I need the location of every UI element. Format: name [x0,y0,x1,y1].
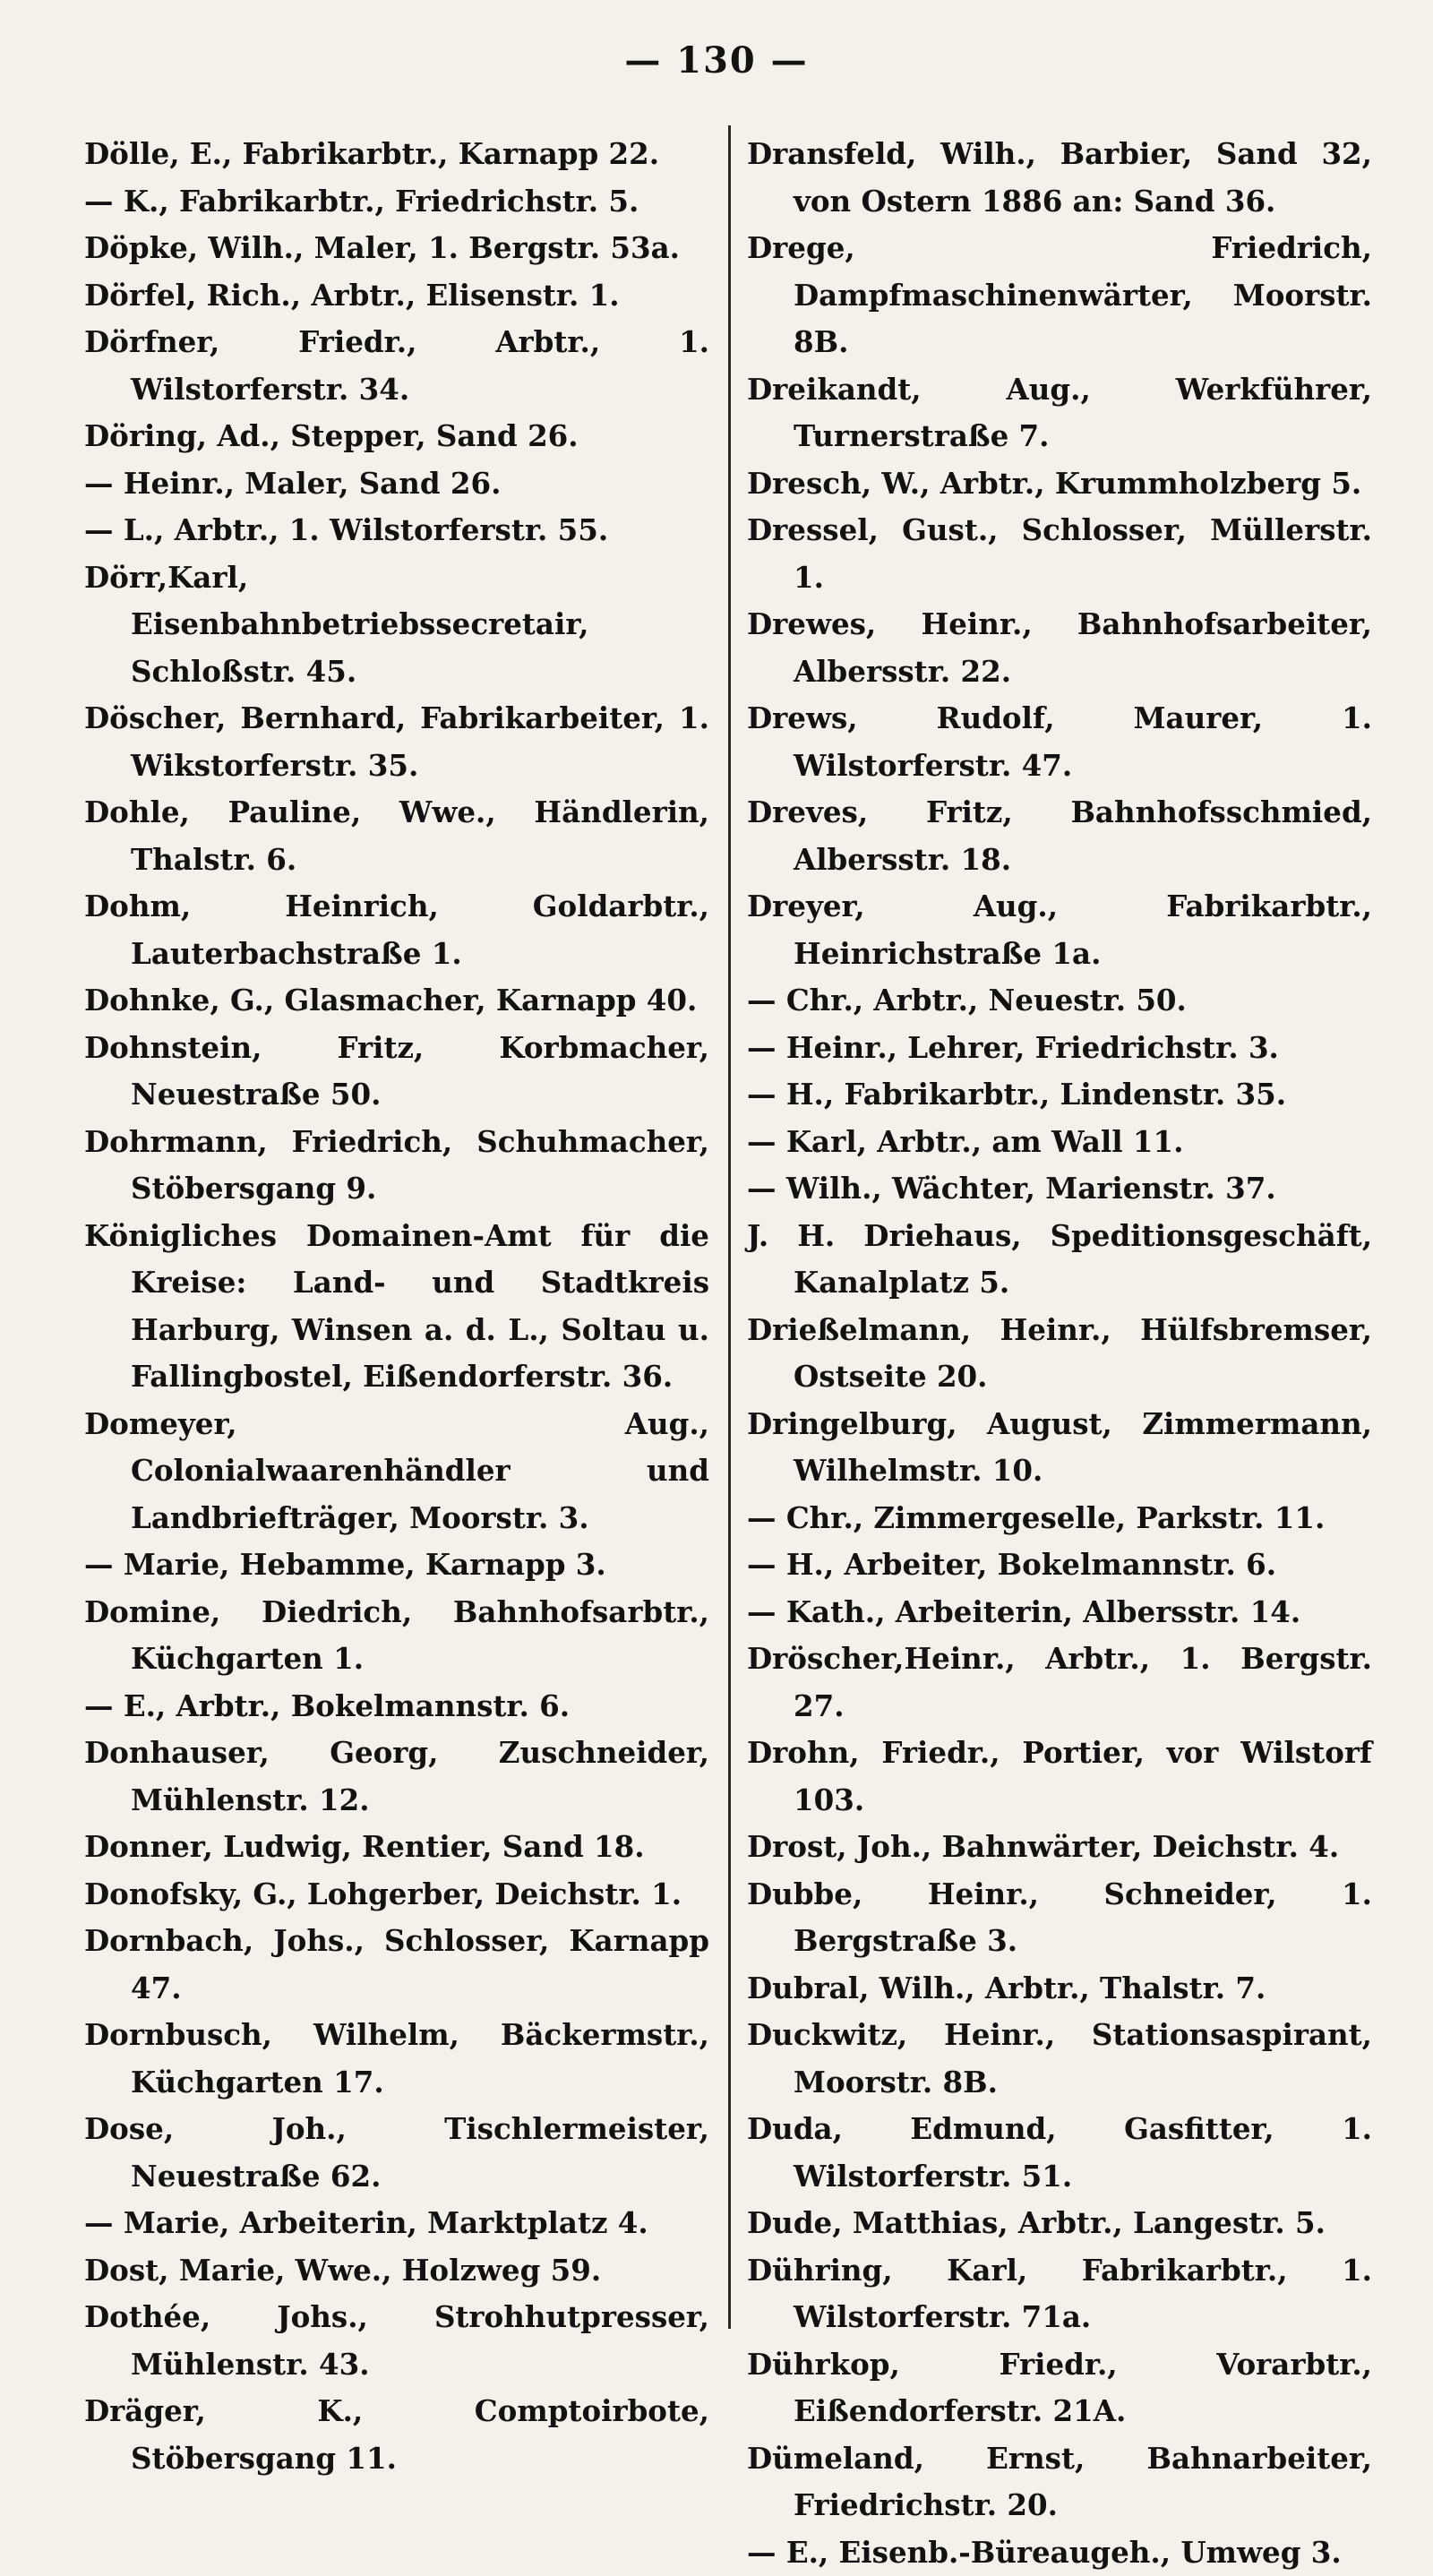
entry-name: Dröscher, [747,1641,904,1676]
entry-name: Dörfner, [84,324,219,359]
entry-details: E., Fabrikarbtr., Karnapp 22. [180,136,660,171]
directory-entry [747,2200,1372,2247]
directory-entry [747,1965,1372,2013]
directory-entry [84,2247,709,2295]
entry-details: Wilh., Barbier, Sand 32, von Ostern 1886 an: Sand 36. [794,136,1372,219]
directory-entry [84,460,709,508]
directory-entry [747,883,1372,977]
directory-entry [84,1730,709,1824]
entry-details: Matthias, Arbtr., Langestr. 5. [843,2205,1326,2240]
entry-details: Johs., Schlosser, Karnapp 47. [131,1923,709,2005]
entry-details: Georg, Zuschneider, Mühlenstr. 12. [131,1735,709,1817]
directory-entry [747,1730,1372,1824]
entry-name: Dresch, [747,466,871,501]
entry-details: Rudolf, Maurer, 1. Wilstorferstr. 47. [794,700,1372,783]
entry-details: — Marie, Hebamme, Karnapp 3. [84,1547,606,1582]
directory-entry [747,1213,1372,1307]
entry-details: Aug., Fabrikarbtr., Heinrichstraße 1a. [794,889,1372,971]
directory-entry [747,2012,1372,2106]
entry-details: Friedr., Portier, vor Wilstorf 103. [794,1735,1372,1817]
entry-details: Heinr., Schneider, 1. Bergstraße 3. [794,1876,1372,1959]
entry-name: Dubbe, [747,1876,862,1911]
directory-entry [84,789,709,883]
directory-entry [84,1541,709,1589]
entry-details: — Chr., Zimmergeselle, Parkstr. 11. [747,1500,1325,1535]
directory-entry [747,1119,1372,1166]
entry-details: Gust., Schlosser, Müllerstr. 1. [794,512,1372,595]
entry-details: — L., Arbtr., 1. Wilstorferstr. 55. [84,512,608,547]
directory-entry [747,1495,1372,1542]
directory-entry [747,1871,1372,1965]
entry-name: Döscher, [84,700,226,735]
directory-entry [84,695,709,789]
directory-entry [747,1824,1372,1871]
entry-name: Duda, [747,2111,843,2146]
entry-details: — E., Arbtr., Bokelmannstr. 6. [84,1688,570,1723]
entry-details: Heinr., Bahnhofsarbeiter, Albersstr. 22. [794,606,1372,689]
directory-entry [84,1871,709,1919]
entry-details: Aug., Colonialwaarenhändler und Landbriefträger, Moorstr. 3. [131,1406,709,1535]
entry-details: Heinr., Hülfsbremser, Ostseite 20. [794,1312,1372,1395]
directory-entry [747,1025,1372,1072]
directory-entry [747,2529,1372,2576]
entry-details: Heinr., Stationsaspirant, Moorstr. 8B. [794,2017,1372,2099]
directory-entry [84,1119,709,1213]
entry-details: Karl, Fabrikarbtr., 1. Wilstorferstr. 71a. [794,2253,1372,2335]
entry-details: — Heinr., Lehrer, Friedrichstr. 3. [747,1030,1279,1065]
directory-entry [84,319,709,413]
entry-name: Dressel, [747,512,879,547]
directory-entry [747,2435,1372,2529]
entry-name: Drießelmann, [747,1312,971,1347]
directory-entry [84,2200,709,2247]
directory-entry [84,1918,709,2012]
entry-details: Friedr., Vorarbtr., Eißendorferstr. 21A. [794,2347,1372,2429]
entry-details: Speditionsgeschäft, Kanalplatz 5. [794,1218,1372,1301]
directory-entry [84,2012,709,2106]
directory-entry [84,1401,709,1542]
entry-details: Pauline, Wwe., Händlerin, Thalstr. 6. [131,794,709,877]
entry-name: Dohle, [84,794,190,829]
entry-name: Dose, [84,2111,174,2146]
entry-name: Dost, [84,2253,169,2288]
entry-name: Dohnke, [84,983,220,1018]
entry-details: Wilhelm, Bäckermstr., Küchgarten 17. [131,2017,709,2099]
entry-details: — Chr., Arbtr., Neuestr. 50. [747,983,1187,1018]
directory-entry [747,2341,1372,2435]
entry-details: Ernst, Bahnarbeiter, Friedrichstr. 20. [794,2441,1372,2523]
entry-details: Johs., Strohhutpresser, Mühlenstr. 43. [131,2299,709,2382]
directory-entry [84,272,709,320]
entry-details: Wilh., Maler, 1. Bergstr. 53a. [198,230,680,265]
entry-name: Dothée, [84,2299,210,2334]
entry-name: Dölle, [84,136,180,171]
entry-details: Friedrich, Dampfmaschinenwärter, Moorstr. 8B. [794,230,1372,359]
directory-entry [747,131,1372,225]
entry-name: Dornbusch, [84,2017,272,2052]
entry-details: Diedrich, Bahnhofsarbtr., Küchgarten 1. [131,1594,709,1677]
entry-name: Donofsky, [84,1876,243,1911]
entry-name: Dornbach, [84,1923,253,1958]
entry-details: Edmund, Gasfitter, 1. Wilstorferstr. 51. [794,2111,1372,2194]
entry-details: Marie, Wwe., Holzweg 59. [169,2253,602,2288]
directory-entry [84,1025,709,1119]
entry-name: Königliches Domainen-Amt [84,1218,552,1253]
entry-details: G., Glasmacher, Karnapp 40. [220,983,698,1018]
directory-entry [747,225,1372,366]
right-column [747,131,1372,2576]
entry-name: Drohn, [747,1735,860,1770]
column-divider [728,125,731,2329]
entry-name: Dohnstein, [84,1030,262,1065]
entry-details: Ad., Stepper, Sand 26. [207,418,579,453]
entry-name: Dörr, [84,560,167,595]
directory-entry [84,554,709,696]
entry-details: für die Kreise: Land- und Stadtkreis Harburg, Winsen a. d. L., Soltau u. Fallingbostel, Eißendorferstr. 36. [131,1218,709,1395]
directory-entry [84,178,709,226]
entry-details: — H., Arbeiter, Bokelmannstr. 6. [747,1547,1276,1582]
entry-details: — E., Eisenb.-Büreaugeh., Umweg 3. [747,2535,1342,2570]
entry-details: K., Comptoirbote, Stöbersgang 11. [131,2393,709,2476]
entry-details: W., Arbtr., Krummholzberg 5. [871,466,1361,501]
entry-name: Dreikandt, [747,372,922,407]
directory-entry [84,2106,709,2200]
entry-details: Friedrich, Schuhmacher, Stöbersgang 9. [131,1124,709,1206]
entry-details: — Heinr., Maler, Sand 26. [84,466,501,501]
entry-name: Dreves, [747,794,868,829]
entry-name: Döring, [84,418,207,453]
entry-details: — Kath., Arbeiterin, Albersstr. 14. [747,1594,1300,1629]
directory-entry [84,1824,709,1871]
entry-details: — K., Fabrikarbtr., Friedrichstr. 5. [84,184,639,219]
entry-details: — Karl, Arbtr., am Wall 11. [747,1124,1183,1159]
entry-name: Drege, [747,230,855,265]
entry-name: Dransfeld, [747,136,916,171]
entry-details: Heinrich, Goldarbtr., Lauterbachstraße 1. [131,889,709,971]
entry-details: — Marie, Arbeiterin, Marktplatz 4. [84,2205,648,2240]
entry-name: Domeyer, [84,1406,237,1441]
entry-name: Domine, [84,1594,220,1629]
directory-entry [747,1541,1372,1589]
directory-entry [84,1589,709,1683]
entry-details: August, Zimmermann, Wilhelmstr. 10. [794,1406,1372,1489]
entry-name: Dühring, [747,2253,893,2288]
entry-details: Aug., Werkführer, Turnerstraße 7. [794,372,1372,454]
directory-entry [747,460,1372,508]
directory-entry [84,1213,709,1401]
entry-name: Drewes, [747,606,876,641]
directory-entry [747,2247,1372,2341]
directory-entry [747,695,1372,789]
entry-details: Fritz, Bahnhofsschmied, Albersstr. 18. [794,794,1372,877]
directory-entry [747,789,1372,883]
entry-details: Friedr., Arbtr., 1. Wilstorferstr. 34. [131,324,709,407]
directory-entry [747,1401,1372,1495]
entry-name: Dringelburg, [747,1406,957,1441]
left-column [84,131,709,2482]
entry-name: Donhauser, [84,1735,270,1770]
entry-name: Drews, [747,700,858,735]
entry-name: Drost, [747,1829,847,1864]
entry-name: J. H. Driehaus, [747,1218,1022,1253]
directory-entry [747,601,1372,695]
entry-details: Karl, Eisenbahnbetriebssecretair, Schloßstr. 45. [131,560,588,689]
entry-name: Dohrmann, [84,1124,268,1159]
entry-name: Döpke, [84,230,198,265]
entry-name: Dohm, [84,889,191,923]
directory-entry [747,507,1372,601]
entry-name: Dubral, [747,1971,869,2005]
page-number: — 130 — [0,39,1433,82]
directory-entry [84,131,709,178]
entry-details: Rich., Arbtr., Elisenstr. 1. [196,278,619,313]
directory-entry [747,2106,1372,2200]
entry-details: Heinr., Arbtr., 1. Bergstr. 27. [794,1641,1372,1723]
directory-entry [747,977,1372,1025]
entry-details: Ludwig, Rentier, Sand 18. [213,1829,645,1864]
directory-entry [747,1307,1372,1401]
directory-entry [84,2388,709,2482]
entry-name: Dreyer, [747,889,865,923]
entry-name: Duckwitz, [747,2017,907,2052]
entry-name: Dührkop, [747,2347,900,2382]
directory-entry [84,883,709,977]
entry-name: Dude, [747,2205,843,2240]
directory-entry [747,1071,1372,1119]
entry-name: Dümeland, [747,2441,924,2476]
directory-entry [747,366,1372,460]
directory-entry [84,2294,709,2388]
entry-details: Fritz, Korbmacher, Neuestraße 50. [131,1030,709,1112]
directory-entry [747,1636,1372,1730]
entry-details: Bernhard, Fabrikarbeiter, 1. Wikstorferstr. 35. [131,700,709,783]
directory-entry [84,225,709,272]
entry-details: G., Lohgerber, Deichstr. 1. [243,1876,682,1911]
entry-details: Joh., Tischlermeister, Neuestraße 62. [131,2111,709,2194]
entry-details: — H., Fabrikarbtr., Lindenstr. 35. [747,1077,1286,1112]
entry-details: Joh., Bahnwärter, Deichstr. 4. [847,1829,1340,1864]
entry-name: Donner, [84,1829,213,1864]
directory-entry [84,507,709,554]
directory-entry [747,1589,1372,1636]
directory-entry [84,413,709,460]
entry-name: Dörfel, [84,278,196,313]
entry-name: Dräger, [84,2393,206,2428]
directory-entry [747,1165,1372,1213]
entry-details: — Wilh., Wächter, Marienstr. 37. [747,1171,1276,1206]
directory-entry [84,1683,709,1730]
directory-entry [84,977,709,1025]
entry-details: Wilh., Arbtr., Thalstr. 7. [869,1971,1266,2005]
